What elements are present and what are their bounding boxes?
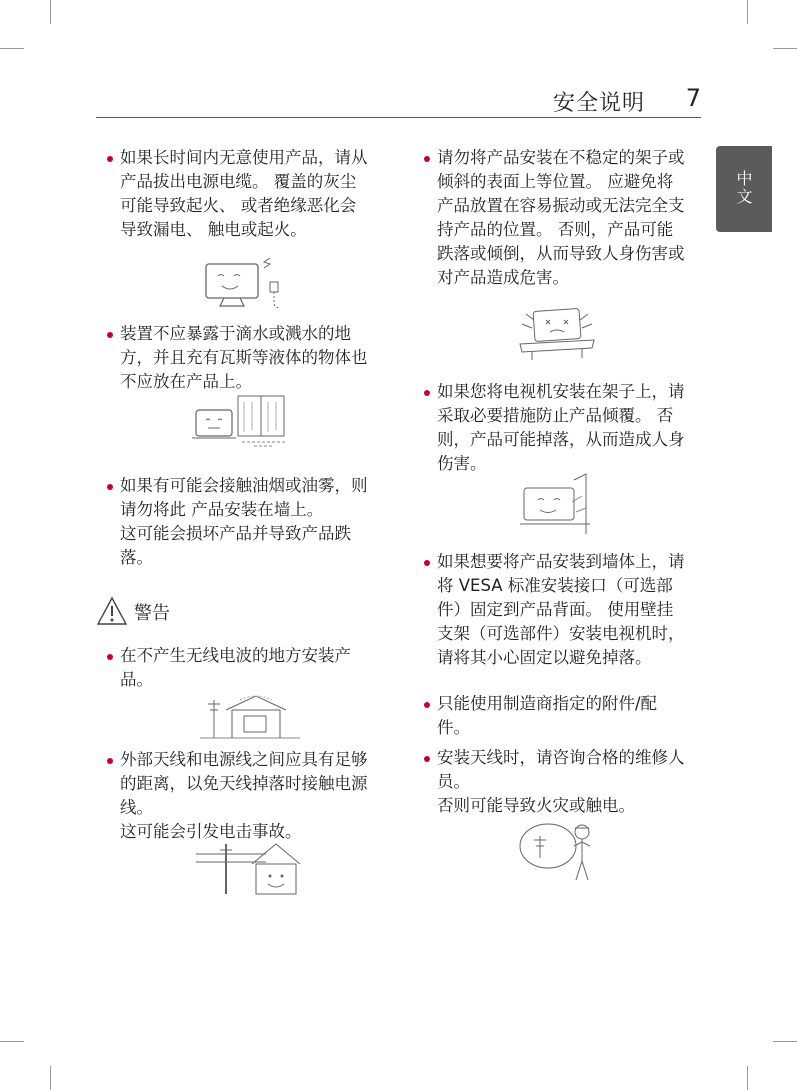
bullet-icon: [424, 702, 430, 708]
list-item: [437, 550, 689, 670]
item-text: 如果长时间内无意使用产品，请从产品拔出电源电缆。 覆盖的灰尘可能导致起火、 或者绝缘恶化会导致漏电、 触电或起火。: [120, 148, 368, 239]
item-text: 只能使用制造商指定的附件/配件。: [437, 694, 658, 737]
list-item: [120, 644, 370, 692]
item-extra-text: 这可能会损坏产品并导致产品跌落。: [120, 524, 351, 567]
item-text: 如果有可能会接触油烟或油雾，则请勿将此 产品安装在墙上。: [120, 476, 368, 519]
technician-illustration: [518, 816, 602, 882]
language-tab-label: 中文: [734, 170, 753, 206]
item-text: 如果想要将产品安装到墙体上，请将 VESA 标准安装接口（可选部件）固定到产品背面。 使用壁挂支架（可选部件）安装电视机时，请将其小心固定以避免掉落。: [437, 552, 685, 667]
crop-mark: [0, 48, 24, 49]
page-number: 7: [685, 84, 701, 112]
warning-heading: [96, 596, 336, 626]
crop-mark: [773, 1041, 797, 1042]
crop-mark: [50, 1066, 51, 1090]
list-item: [120, 322, 370, 394]
item-text: 外部天线和电源线之间应具有足够的距离，以免天线掉落时接触电源线。: [120, 750, 368, 817]
bullet-icon: [424, 560, 430, 566]
crop-mark: [0, 1041, 24, 1042]
item-text: 在不产生无线电波的地方安装产品。: [120, 646, 351, 689]
warning-icon: [96, 596, 128, 626]
item-extra-text: 这可能会引发电击事故。: [120, 822, 302, 841]
item-extra-text: 否则可能导致火灾或触电。: [437, 796, 635, 815]
item-text: 请勿将产品安装在不稳定的架子或倾斜的表面上等位置。 应避免将产品放置在容易振动或无法完全支持产品的位置。 否则，产品可能跌落或倾倒，从而导致人身伤害或对产品造成危害。: [437, 148, 685, 287]
bullet-icon: [107, 758, 113, 764]
page-header: [96, 86, 701, 118]
item-text: 安装天线时，请咨询合格的维修人员。: [437, 748, 685, 791]
list-item: [437, 692, 689, 740]
radio-wave-illustration: [200, 690, 300, 740]
list-item: [120, 474, 370, 570]
antenna-powerline-illustration: [196, 840, 308, 896]
bullet-icon: [424, 756, 430, 762]
crop-mark: [747, 1066, 748, 1090]
item-text: 装置不应暴露于滴水或溅水的地方，并且充有瓦斯等液体的物体也不应放在产品上。: [120, 324, 368, 391]
warning-label: 警告: [134, 603, 170, 624]
crop-mark: [747, 0, 748, 24]
bullet-icon: [107, 484, 113, 490]
list-item: [120, 146, 370, 242]
tv-on-shelf-illustration: [520, 472, 604, 536]
header-rule: [96, 117, 701, 118]
item-text: 如果您将电视机安装在架子上，请采取必要措施防止产品倾覆。 否则，产品可能掉落，从而造成人身伤害。: [437, 382, 685, 473]
crop-mark: [50, 0, 51, 24]
tv-unplug-illustration: [200, 254, 290, 312]
unstable-shelf-illustration: [512, 304, 602, 362]
page-title: 安全说明: [552, 91, 645, 116]
bullet-icon: [424, 390, 430, 396]
crop-mark: [773, 48, 797, 49]
list-item: [437, 380, 689, 476]
language-tab[interactable]: [716, 146, 772, 232]
bullet-icon: [107, 156, 113, 162]
bullet-icon: [107, 332, 113, 338]
water-splash-illustration: [192, 390, 292, 450]
bullet-icon: [107, 654, 113, 660]
list-item: [120, 748, 370, 844]
list-item: [437, 146, 689, 290]
list-item: [437, 746, 689, 818]
bullet-icon: [424, 156, 430, 162]
